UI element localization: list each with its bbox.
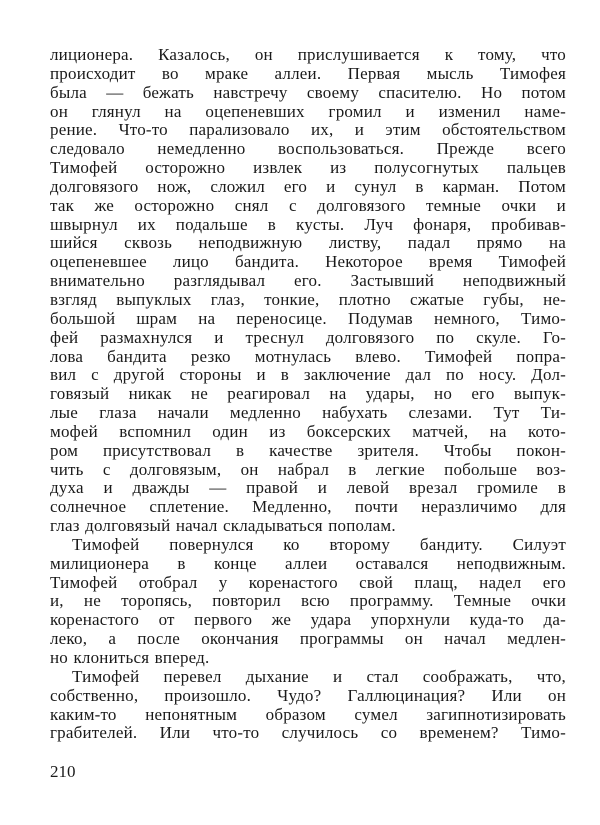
text-line: лова бандита резко мотнулась влево. Тимофей попра-: [50, 346, 566, 366]
text-line: Тимофей перевел дыхание и стал соображать, что,: [72, 666, 566, 686]
text-line: говязый никак не реагировал на удары, но его выпук-: [50, 384, 566, 404]
text-line: глаз долговязый начал складываться пополам.: [50, 516, 396, 536]
text-line: Тимофей отобрал у коренастого свой плащ, надел его: [50, 572, 566, 592]
text-line: собственно, произошло. Чудо? Галлюцинация? Или он: [50, 685, 566, 705]
text-line: чить с долговязым, он набрал в легкие побольше воз-: [50, 459, 566, 479]
text-line: Тимофей повернулся ко второму бандиту. Силуэт: [72, 534, 566, 554]
text-line: и, не торопясь, повторил всю программу. Темные очки: [50, 591, 566, 611]
text-line: рение. Что-то парализовало их, и этим обстоятельством: [50, 120, 566, 140]
text-line: грабителей. Или что-то случилось со временем? Тимо-: [50, 723, 566, 743]
text-line: солнечное сплетение. Медленно, почти неразличимо для: [50, 497, 566, 517]
text-line: вил с другой стороны и в заключение дал по носу. Дол-: [50, 365, 566, 385]
text-line: леко, а после окончания программы он начал медлен-: [50, 629, 566, 649]
text-line: он глянул на оцепеневших громил и изменил наме-: [50, 101, 566, 121]
text-line: каким-то непонятным образом сумел загипнотизировать: [50, 704, 566, 724]
text-line: фей размахнулся и треснул долговязого по скуле. Го-: [50, 327, 566, 347]
text-line: коренастого от первого же удара упорхнули куда-то да-: [50, 610, 566, 630]
text-line: так же осторожно снял с долговязого темные очки и: [50, 195, 566, 215]
text-line: долговязого нож, сложил его и сунул в карман. Потом: [50, 176, 566, 196]
text-line: большой шрам на переносице. Подумав немного, Тимо-: [50, 308, 566, 328]
text-line: милиционера в конце аллеи оставался неподвижным.: [50, 553, 566, 573]
text-line: Тимофей осторожно извлек из полусогнутых пальцев: [50, 158, 566, 178]
text-line: швырнул их подальше в кусты. Луч фонаря, пробивав-: [50, 214, 566, 234]
text-line: лиционера. Казалось, он прислушивается к тому, что: [50, 45, 566, 64]
text-line: была — бежать навстречу своему спасителю. Но потом: [50, 82, 566, 102]
text-line: происходит во мраке аллеи. Первая мысль Тимофея: [50, 63, 566, 83]
text-line: следовало немедленно воспользоваться. Прежде всего: [50, 139, 566, 159]
text-line: но клониться вперед.: [50, 648, 210, 667]
text-line: оцепеневшее лицо бандита. Некоторое время Тимофей: [50, 252, 566, 272]
page-body: [50, 46, 566, 743]
text-line: ром присутствовал в качестве зрителя. Чтобы покон-: [50, 440, 566, 460]
paragraph: [50, 668, 566, 743]
text-line: взгляд выпуклых глаз, тонкие, плотно сжатые губы, не-: [50, 289, 566, 309]
paragraph: [50, 46, 566, 536]
text-line: шийся сквозь неподвижную листву, падал прямо на: [50, 233, 566, 253]
text-line: внимательно разглядывал его. Застывший неподвижный: [50, 271, 566, 291]
page-number: 210: [50, 762, 76, 781]
text-line: духа и дважды — правой и левой врезал громиле в: [50, 478, 566, 498]
paragraph: [50, 536, 566, 668]
text-line: мофей вспомнил один из боксерских матчей, на кото-: [50, 421, 566, 441]
text-line: лые глаза начали медленно набухать слезами. Тут Ти-: [50, 403, 566, 423]
